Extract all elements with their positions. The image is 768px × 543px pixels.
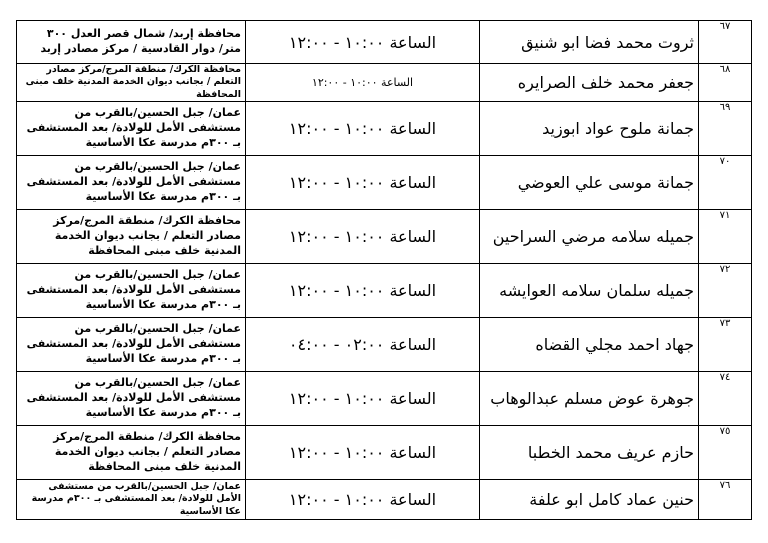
table-row [17,210,752,264]
row-number: ٧٠ [699,156,752,210]
time-slot: الساعة ١٠:٠٠ - ١٢:٠٠ [246,372,480,426]
table-row [17,264,752,318]
location: عمان/ جبل الحسين/بالقرب من مستشفى الأمل للولادة/ بعد المستشفى بـ ٣٠٠م مدرسة عكا الأساسية [17,372,246,426]
person-name: جمانة ملوح عواد ابوزيد [480,102,699,156]
person-name: حنين عماد كامل ابو علفة [480,480,699,520]
row-number: ٧١ [699,210,752,264]
location: عمان/ جبل الحسين/بالقرب من مستشفى الأمل للولادة/ بعد المستشفى بـ ٣٠٠م مدرسة عكا الأساسية [17,102,246,156]
row-number: ٦٩ [699,102,752,156]
location: عمان/ جبل الحسين/بالقرب من مستشفى الأمل للولادة/ بعد المستشفى بـ ٣٠٠م مدرسة عكا الأساسية [17,480,246,520]
row-number: ٧٣ [699,318,752,372]
row-number: ٧٢ [699,264,752,318]
person-name: جعفر محمد خلف الصرايره [480,64,699,102]
time-slot: الساعة ١٠:٠٠ - ١٢:٠٠ [246,102,480,156]
person-name: جمانة موسى علي العوضي [480,156,699,210]
location: محافظة إربد/ شمال قصر العدل ٣٠٠ متر/ دوار القادسية / مركز مصادر إربد [17,21,246,64]
person-name: جهاد احمد مجلي القضاه [480,318,699,372]
time-slot: الساعة ١٠:٠٠ - ١٢:٠٠ [246,64,480,102]
time-slot: الساعة ١٠:٠٠ - ١٢:٠٠ [246,480,480,520]
location: محافظة الكرك/ منطقة المرج/مركز مصادر التعلم / بجانب ديوان الخدمة المدنية خلف مبنى المحافظة [17,210,246,264]
table-row [17,426,752,480]
location: عمان/ جبل الحسين/بالقرب من مستشفى الأمل للولادة/ بعد المستشفى بـ ٣٠٠م مدرسة عكا الأساسية [17,156,246,210]
row-number: ٧٥ [699,426,752,480]
time-slot: الساعة ١٠:٠٠ - ١٢:٠٠ [246,210,480,264]
table-row [17,480,752,520]
time-slot: الساعة ٠٢:٠٠ - ٠٤:٠٠ [246,318,480,372]
table-row [17,102,752,156]
person-name: جميله سلامه مرضي السراحين [480,210,699,264]
appointments-table [16,20,752,520]
table-row [17,372,752,426]
person-name: جميله سلمان سلامه العوايشه [480,264,699,318]
location: محافظة الكرك/ منطقة المرج/مركز مصادر التعلم / بجانب ديوان الخدمة المدنية خلف مبنى المحافظة [17,426,246,480]
table-row [17,156,752,210]
location: عمان/ جبل الحسين/بالقرب من مستشفى الأمل للولادة/ بعد المستشفى بـ ٣٠٠م مدرسة عكا الأساسية [17,264,246,318]
time-slot: الساعة ١٠:٠٠ - ١٢:٠٠ [246,426,480,480]
location: عمان/ جبل الحسين/بالقرب من مستشفى الأمل للولادة/ بعد المستشفى بـ ٣٠٠م مدرسة عكا الأساسية [17,318,246,372]
row-number: ٦٧ [699,21,752,64]
table-row [17,64,752,102]
row-number: ٧٤ [699,372,752,426]
time-slot: الساعة ١٠:٠٠ - ١٢:٠٠ [246,21,480,64]
person-name: ثروت محمد فضا ابو شنيق [480,21,699,64]
time-slot: الساعة ١٠:٠٠ - ١٢:٠٠ [246,156,480,210]
table-row [17,318,752,372]
table-row [17,21,752,64]
row-number: ٦٨ [699,64,752,102]
time-slot: الساعة ١٠:٠٠ - ١٢:٠٠ [246,264,480,318]
person-name: جوهرة عوض مسلم عبدالوهاب [480,372,699,426]
row-number: ٧٦ [699,480,752,520]
person-name: حازم عريف محمد الخطبا [480,426,699,480]
location: محافظة الكرك/ منطقة المرج/مركز مصادر التعلم / بجانب ديوان الخدمة المدنية خلف مبنى المحافظة [17,64,246,102]
